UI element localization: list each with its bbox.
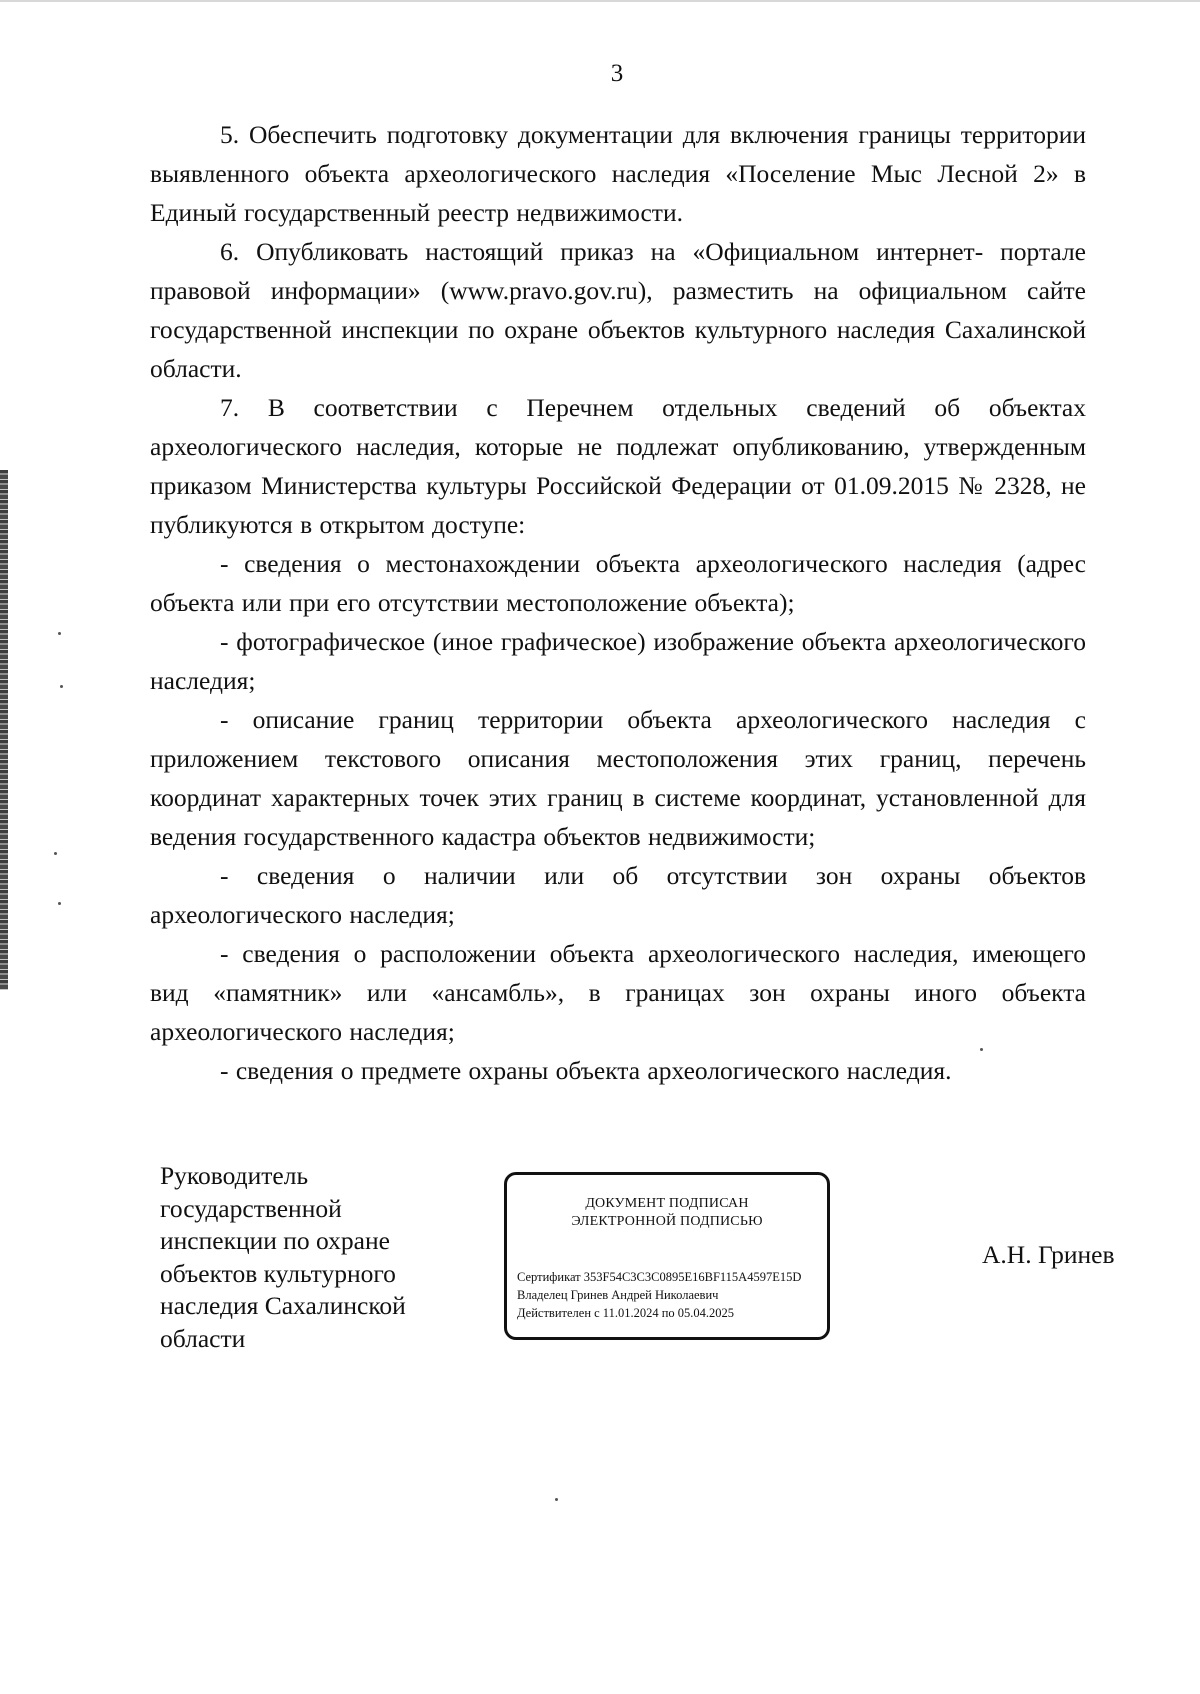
e-signature-certificate: Сертификат 353F54C3C3C0895E16BF115A4597E15D (517, 1270, 802, 1284)
signatory-position-line: Руководитель (160, 1161, 309, 1190)
signatory-position-line: объектов культурного (160, 1258, 396, 1288)
restricted-item-protection-subject: - сведения о предмете охраны объекта археологического наследия. (220, 1056, 952, 1085)
e-signature-heading (507, 1195, 827, 1231)
restricted-item-photo: - фотографическое (иное графическое) изображение объекта археологического наследия; (150, 627, 1086, 695)
document-body (150, 115, 1086, 1090)
scan-speck (555, 1498, 558, 1501)
scan-speck (58, 902, 61, 905)
scan-left-edge (0, 470, 8, 990)
scan-speck (980, 1048, 983, 1051)
scan-top-edge (0, 0, 1200, 2)
e-signature-heading-line: ДОКУМЕНТ ПОДПИСАН (585, 1196, 749, 1211)
signatory-position-line: области (160, 1323, 246, 1353)
e-signature-heading-line: ЭЛЕКТРОННОЙ ПОДПИСЬЮ (571, 1214, 763, 1229)
scan-speck (54, 852, 57, 855)
signatory-position (160, 1160, 480, 1355)
scan-speck (60, 685, 63, 688)
page-number: 3 (610, 60, 624, 87)
e-signature-validity: Действителен с 11.01.2024 по 05.04.2025 (517, 1306, 735, 1320)
restricted-item-monument-location: - сведения о расположении объекта археологического наследия, имеющего вид «памятник» или «ансамбль», в границах зон охраны иного объекта археологического наследия; (150, 939, 1086, 1046)
signatory-position-line: государственной (160, 1193, 342, 1223)
e-signature-details (517, 1268, 827, 1322)
paragraph-item-6: 6. Опубликовать настоящий приказ на «Официальном интернет- портале правовой информации» (www.pravo.gov.ru), разместить на официальном сайте государственной инспекции по охране объектов культурного наследия Сахалинской области. (150, 237, 1086, 383)
restricted-item-location: - сведения о местонахождении объекта археологического наследия (адрес объекта или при его отсутствии местоположение объекта); (150, 549, 1086, 617)
restricted-item-boundaries: - описание границ территории объекта археологического наследия с приложением текстового описания местоположения этих границ, перечень координат характерных точек этих границ в системе координат, установленной для ведения государственного кадастра объектов недвижимости; (150, 705, 1086, 851)
paragraph-item-5: 5. Обеспечить подготовку документации для включения границы территории выявленного объекта археологического наследия «Поселение Мыс Лесной 2» в Единый государственный реестр недвижимости. (150, 120, 1086, 227)
signatory-position-line: инспекции по охране (160, 1226, 390, 1255)
restricted-item-protection-zones: - сведения о наличии или об отсутствии зон охраны объектов археологического наследия; (150, 861, 1086, 929)
signer-name: А.Н. Гринев (982, 1240, 1115, 1269)
scan-speck (58, 632, 61, 635)
electronic-signature-stamp (504, 1172, 830, 1340)
paragraph-item-7: 7. В соответствии с Перечнем отдельных сведений об объектах археологического наследия, которые не подлежат опубликованию, утвержденным приказом Министерства культуры Российской Федерации от 01.09.2015 № 2328, не публикуются в открытом доступе: (150, 393, 1086, 539)
signatory-position-line: наследия Сахалинской (160, 1291, 406, 1320)
e-signature-owner: Владелец Гринев Андрей Николаевич (517, 1288, 719, 1302)
